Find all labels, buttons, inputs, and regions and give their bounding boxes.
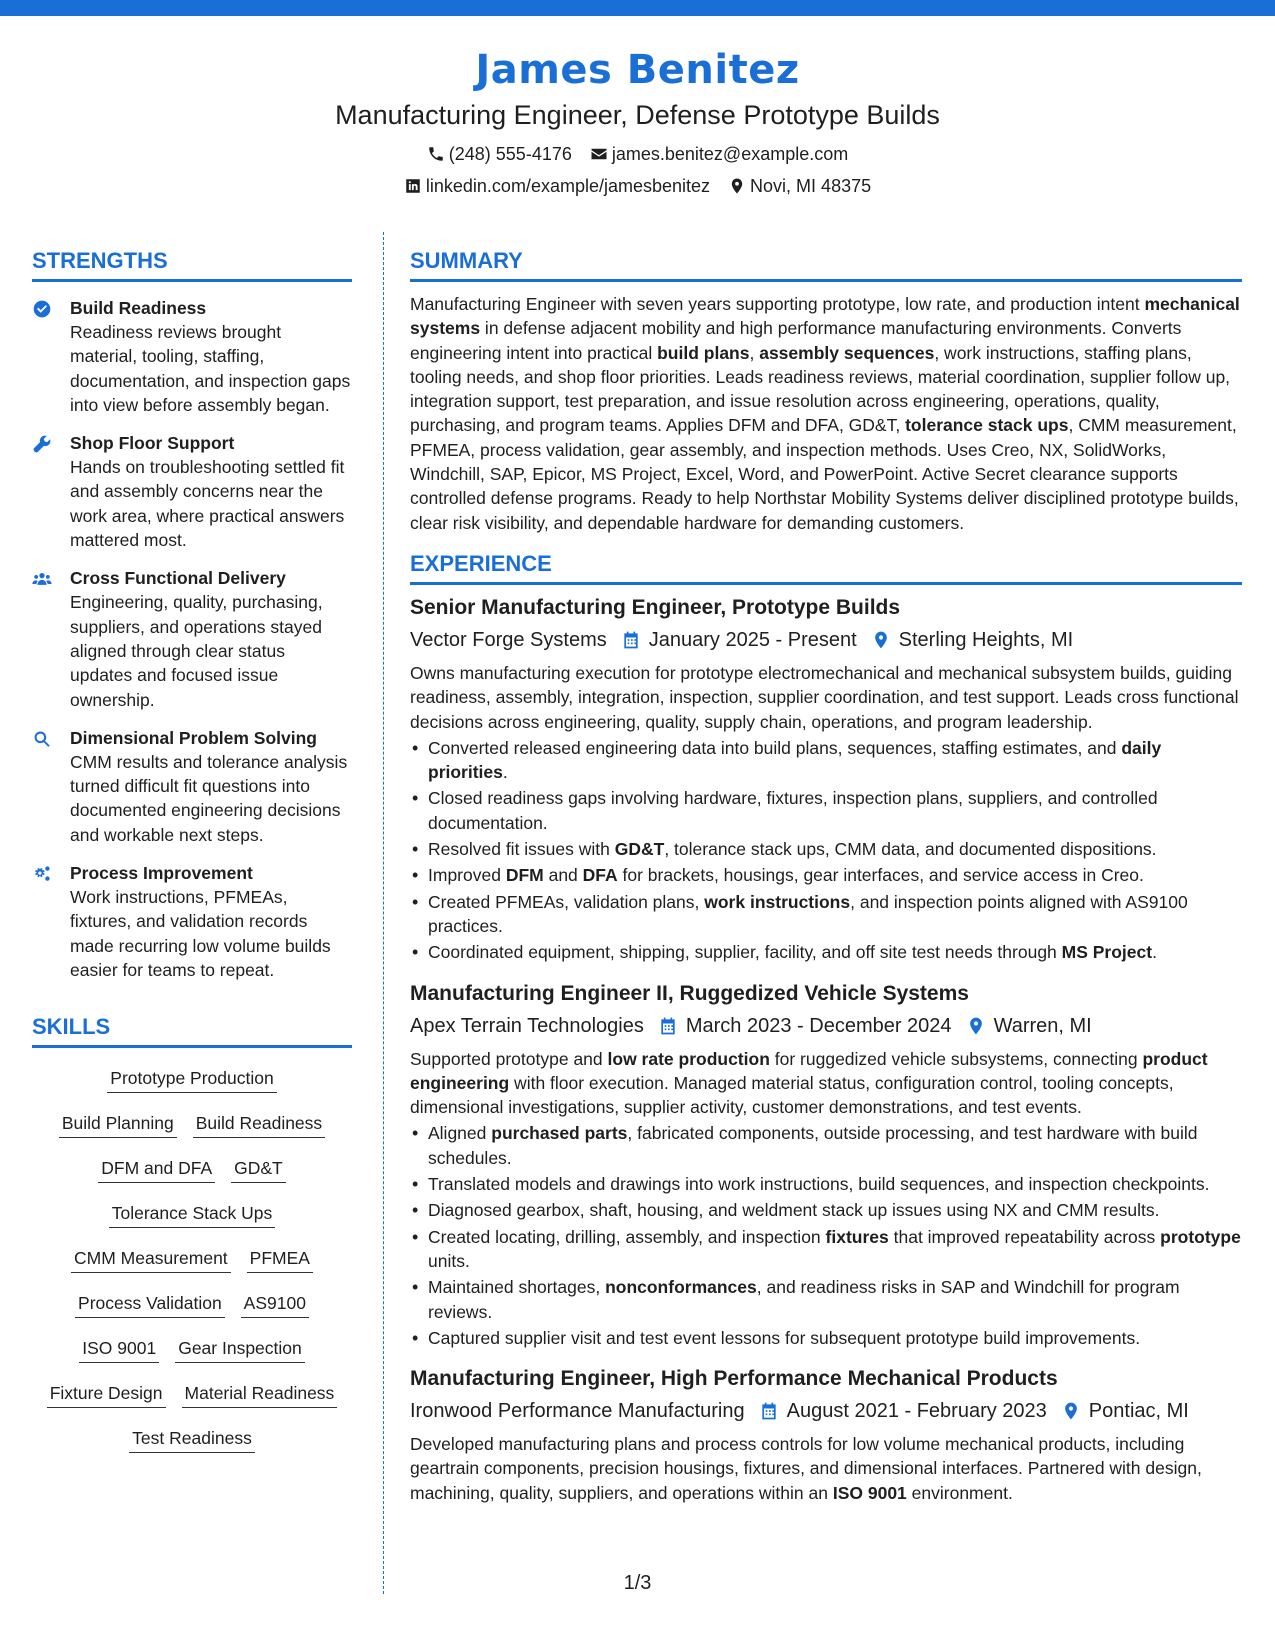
summary-text: Manufacturing Engineer with seven years supporting prototype, low rate, and production intent mechanical systems in defense adjacent mobility and high performance manufacturing environments. Converts engineering intent into practical build plans, assembly sequences, work instructions, staffing plans, tooling needs, and shop floor priorities. Leads readiness reviews, material coordination, supplier follow up, integration support, test preparation, and issue resolution across engineering, operations, quality, purchasing, and program teams. Applies DFM and DFA, GD&T, tolerance stack ups, CMM measurement, PFMEA, process validation, gear assembly, and inspection methods. Uses Creo, NX, SolidWorks, Windchill, SAP, Epicor, MS Project, Excel, Word, and PowerPoint. Active Secret clearance supports controlled defense programs. Ready to help Northstar Mobility Systems deliver disciplined prototype builds, clear risk visibility, and dependable hardware for demanding customers. xyxy=(410,294,1240,533)
job-location: Warren, MI xyxy=(993,1014,1092,1037)
job-bullet: • Created locating, drilling, assembly, and inspection fixtures that improved repeatability across prototype units. xyxy=(428,1225,1242,1274)
calendar-icon xyxy=(759,1401,779,1421)
job-description: Supported prototype and low rate production for ruggedized vehicle subsystems, connecting product engineering with floor execution. Managed material status, configuration control, tooling concepts, dimensional investigations, supplier activity, customer demonstrations, and test events. xyxy=(410,1048,1208,1118)
check-circle-icon xyxy=(32,299,52,319)
phone-text: (248) 555-4176 xyxy=(448,144,572,164)
strength-desc: Readiness reviews brought material, tooling, staffing, documentation, and inspection gaps into view before assembly began. xyxy=(70,322,351,415)
job-bullets xyxy=(410,1121,1242,1350)
skill-row xyxy=(32,1281,352,1326)
right-column xyxy=(410,246,1242,1505)
skill-row xyxy=(32,1416,352,1461)
skill-row xyxy=(32,1146,352,1191)
wrench-icon xyxy=(32,434,52,454)
skill-tag: Fixture Design xyxy=(47,1380,166,1408)
job-dates: March 2023 - December 2024 xyxy=(685,1014,952,1037)
skill-tag: ISO 9001 xyxy=(79,1335,159,1363)
linkedin-item[interactable] xyxy=(404,174,710,198)
experience-heading: EXPERIENCE xyxy=(410,549,1242,585)
linkedin-icon xyxy=(404,177,422,195)
job-description: Developed manufacturing plans and process controls for low volume mechanical products, including geartrain components, precision housings, fixtures, and dimensional interfaces. Partnered with design, machining, quality, suppliers, and operations within an ISO 9001 environment. xyxy=(410,1434,1202,1503)
summary-heading: SUMMARY xyxy=(410,246,1242,282)
phone-icon xyxy=(427,145,445,163)
job-bullet: • Converted released engineering data into build plans, sequences, staffing estimates, and daily priorities. xyxy=(428,736,1242,785)
strengths-heading: STRENGTHS xyxy=(32,246,352,282)
strength-desc: CMM results and tolerance analysis turned difficult fit questions into documented engineering decisions and workable next steps. xyxy=(70,751,348,845)
skill-row xyxy=(32,1371,352,1416)
job-bullet: • Captured supplier visit and test event lessons for subsequent prototype build improvements. xyxy=(428,1326,1242,1350)
envelope-icon xyxy=(590,145,608,163)
page-number: 1/3 xyxy=(623,1572,652,1594)
job-meta xyxy=(410,1396,1242,1426)
strength-title: Build Readiness xyxy=(70,298,207,318)
left-column xyxy=(32,246,352,1461)
skill-tag: Prototype Production xyxy=(107,1065,276,1093)
strength-item xyxy=(32,566,352,711)
job-title: Senior Manufacturing Engineer, Prototype Builds xyxy=(410,595,901,619)
job-bullet: • Created PFMEAs, validation plans, work instructions, and inspection points aligned with AS9100 practices. xyxy=(428,890,1242,939)
skill-row xyxy=(32,1191,352,1236)
job-description: Owns manufacturing execution for prototype electromechanical and mechanical subsystem builds, guiding readiness, assembly, integration, inspection, supplier coordination, and test support. Leads cross functional decisions across engineering, quality, supply chain, operations, and program leadership. xyxy=(410,662,1239,732)
strength-item xyxy=(32,726,352,847)
strength-title: Dimensional Problem Solving xyxy=(70,727,317,748)
strength-desc: Engineering, quality, purchasing, suppliers, and operations stayed aligned through clear status updates and focused issue ownership. xyxy=(70,592,323,710)
jobs-list xyxy=(410,593,1242,1505)
resume-header xyxy=(0,44,1275,198)
strength-item xyxy=(32,431,352,552)
phone-item xyxy=(427,142,572,166)
skills-heading: SKILLS xyxy=(32,1012,352,1048)
job-bullet: • Improved DFM and DFA for brackets, housings, gear interfaces, and service access in Creo. xyxy=(428,863,1242,887)
skill-tag: Build Readiness xyxy=(193,1110,325,1138)
job-title: Manufacturing Engineer, High Performance Mechanical Products xyxy=(410,1367,1058,1391)
contact-row-2 xyxy=(0,174,1275,198)
skill-row xyxy=(32,1101,352,1146)
job-title: Manufacturing Engineer II, Ruggedized Vehicle Systems xyxy=(410,981,969,1005)
contact-row-1 xyxy=(0,142,1275,166)
skill-row xyxy=(32,1326,352,1371)
map-pin-icon xyxy=(728,177,746,195)
candidate-name: James Benitez xyxy=(475,47,800,93)
map-pin-icon xyxy=(966,1016,986,1036)
email-item[interactable] xyxy=(590,142,848,166)
skill-tag: GD&T xyxy=(231,1155,286,1183)
skill-tag: Gear Inspection xyxy=(175,1335,305,1363)
skills-list xyxy=(32,1056,352,1461)
strength-item xyxy=(32,861,352,982)
job-bullet: • Closed readiness gaps involving hardware, fixtures, inspection plans, suppliers, and controlled documentation. xyxy=(428,786,1242,835)
job-bullet: • Maintained shortages, nonconformances, and readiness risks in SAP and Windchill for program reviews. xyxy=(428,1275,1242,1324)
email-text[interactable]: james.benitez@example.com xyxy=(611,144,849,164)
job-meta xyxy=(410,625,1242,655)
users-icon xyxy=(32,569,52,589)
job-bullet: • Translated models and drawings into work instructions, build sequences, and inspection checkpoints. xyxy=(428,1172,1242,1196)
strength-desc: Work instructions, PFMEAs, fixtures, and validation records made recurring low volume builds easier for teams to repeat. xyxy=(70,887,331,980)
skill-tag: AS9100 xyxy=(241,1290,309,1318)
calendar-icon xyxy=(621,630,641,650)
skill-tag: Test Readiness xyxy=(129,1425,255,1453)
strength-title: Cross Functional Delivery xyxy=(70,568,286,589)
job-location: Sterling Heights, MI xyxy=(898,628,1074,651)
job-company: Ironwood Performance Manufacturing xyxy=(410,1400,745,1423)
job-dates: August 2021 - February 2023 xyxy=(786,1400,1047,1423)
search-icon xyxy=(32,729,52,749)
job-bullet: • Aligned purchased parts, fabricated components, outside processing, and test hardware with build schedules. xyxy=(428,1121,1242,1170)
location-text: Novi, MI 48375 xyxy=(750,176,872,196)
job-dates: January 2025 - Present xyxy=(648,628,857,651)
skill-tag: Tolerance Stack Ups xyxy=(109,1200,276,1228)
skill-tag: CMM Measurement xyxy=(71,1245,231,1273)
candidate-title: Manufacturing Engineer, Defense Prototype Builds xyxy=(335,100,940,130)
skill-row xyxy=(32,1056,352,1101)
job-company: Apex Terrain Technologies xyxy=(410,1014,644,1037)
strength-title: Shop Floor Support xyxy=(70,433,235,454)
job-entry xyxy=(410,1364,1242,1505)
job-location: Pontiac, MI xyxy=(1088,1400,1189,1423)
linkedin-text[interactable]: linkedin.com/example/jamesbenitez xyxy=(425,176,711,196)
skill-row xyxy=(32,1236,352,1281)
calendar-icon xyxy=(658,1016,678,1036)
job-bullets xyxy=(410,736,1242,965)
job-bullet: • Resolved fit issues with GD&T, tolerance stack ups, CMM data, and documented dispositions. xyxy=(428,837,1242,861)
skill-tag: Process Validation xyxy=(75,1290,225,1318)
location-item xyxy=(728,174,871,198)
top-accent-bar xyxy=(0,0,1275,16)
skill-tag: DFM and DFA xyxy=(98,1155,215,1183)
job-bullet: • Diagnosed gearbox, shaft, housing, and weldment stack up issues using NX and CMM results. xyxy=(428,1198,1242,1222)
job-entry xyxy=(410,593,1242,965)
gears-icon xyxy=(32,864,52,884)
job-meta xyxy=(410,1011,1242,1041)
skill-tag: Material Readiness xyxy=(182,1380,338,1408)
job-entry xyxy=(410,979,1242,1351)
strength-desc: Hands on troubleshooting settled fit and assembly concerns near the work area, where practical answers mattered most. xyxy=(70,457,345,551)
strength-item xyxy=(32,296,352,417)
job-company: Vector Forge Systems xyxy=(410,628,607,651)
map-pin-icon xyxy=(871,630,891,650)
job-bullet: • Coordinated equipment, shipping, supplier, facility, and off site test needs through MS Project. xyxy=(428,940,1242,964)
strength-title: Process Improvement xyxy=(70,863,253,884)
skill-tag: PFMEA xyxy=(247,1245,313,1273)
skill-tag: Build Planning xyxy=(59,1110,177,1138)
column-divider xyxy=(383,232,384,1594)
map-pin-icon xyxy=(1061,1401,1081,1421)
